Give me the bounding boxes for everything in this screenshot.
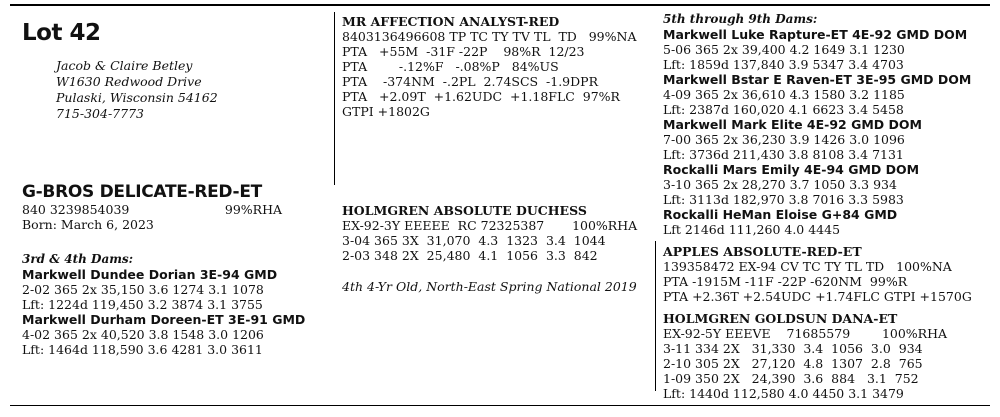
dam-7-lifetime: Lft: 3736d 211,430 3.8 8108 3.4 7131	[663, 147, 904, 162]
dam-line: 3-04 365 3X 31,070 4.3 1323 3.4 1044	[342, 233, 606, 248]
dam-name: HOLMGREN ABSOLUTE DUCHESS	[342, 203, 587, 218]
animal-name: G-BROS DELICATE-RED-ET	[22, 182, 262, 202]
mgs-name: APPLES ABSOLUTE-RED-ET	[663, 244, 862, 259]
dam-5-lifetime: Lft: 1859d 137,840 3.9 5347 3.4 4703	[663, 57, 904, 72]
sire-line: PTA +2.09T +1.62UDC +1.18FLC 97%R	[342, 89, 620, 104]
mgs-line: 139358472 EX-94 CV TC TY TL TD 100%NA	[663, 259, 952, 274]
mgd-line: 1-09 350 2X 24,390 3.6 884 3.1 752	[663, 371, 919, 386]
consignor-name: Jacob & Claire Betley	[56, 58, 193, 73]
animal-reg-number: 840 3239854039	[22, 202, 130, 217]
consignor-column	[22, 20, 322, 357]
sire-column	[342, 14, 652, 119]
dam-6-record: 4-09 365 2x 36,610 4.3 1580 3.2 1185	[663, 87, 905, 102]
dam-3-lifetime: Lft: 1224d 119,450 3.2 3874 3.1 3755	[22, 297, 263, 312]
dams-5-9-heading: 5th through 9th Dams:	[663, 12, 818, 26]
consignor-phone: 715-304-7773	[56, 106, 144, 121]
sire-line: 8403136496608 TP TC TY TV TL TD 99%NA	[342, 29, 637, 44]
dam-line: 2-03 348 2X 25,480 4.1 1056 3.3 842	[342, 248, 598, 263]
dam-8-name: Rockalli Mars Emily 4E-94 GMD DOM	[663, 162, 920, 177]
mgd-section	[663, 311, 993, 401]
dams-5-9-section	[663, 12, 993, 237]
top-rule	[10, 4, 990, 6]
sire-line: GTPI +1802G	[342, 104, 430, 119]
dam-9-lifetime: Lft 2146d 111,260 4.0 4445	[663, 222, 841, 237]
sire-line: PTA +55M -31F -22P 98%R 12/23	[342, 44, 585, 59]
dam-3-record: 2-02 365 2x 35,150 3.6 1274 3.1 1078	[22, 282, 264, 297]
dam-9-name: Rockalli HeMan Eloise G+84 GMD	[663, 207, 898, 222]
dams-3-4-section	[22, 252, 322, 357]
sire-name: MR AFFECTION ANALYST-RED	[342, 14, 560, 29]
mgd-line: Lft: 1440d 112,580 4.0 4450 3.1 3479	[663, 386, 904, 401]
dam-line: EX-92-3Y EEEEE RC 72325387 100%RHA	[342, 218, 638, 233]
dam-8-lifetime: Lft: 3113d 182,970 3.8 7016 3.3 5983	[663, 192, 904, 207]
divider-sire	[334, 12, 335, 185]
bottom-rule	[10, 405, 990, 406]
dam-6-name: Markwell Bstar E Raven-ET 3E-95 GMD DOM	[663, 72, 972, 87]
dam-8-record: 3-10 365 2x 28,270 3.7 1050 3.3 934	[663, 177, 897, 192]
consignor-city: Pulaski, Wisconsin 54162	[56, 90, 218, 105]
dams-3-4-heading: 3rd & 4th Dams:	[22, 252, 134, 266]
dam-7-name: Markwell Mark Elite 4E-92 GMD DOM	[663, 117, 922, 132]
mgd-line: EX-92-5Y EEEVE 71685579 100%RHA	[663, 326, 948, 341]
mgd-line: 3-11 334 2X 31,330 3.4 1056 3.0 934	[663, 341, 923, 356]
dam-note: 4th 4-Yr Old, North-East Spring National 2019	[342, 279, 637, 294]
dam-6-lifetime: Lft: 2387d 160,020 4.1 6623 3.4 5458	[663, 102, 904, 117]
dam-4-name: Markwell Durham Doreen-ET 3E-91 GMD	[22, 312, 306, 327]
consignor-street: W1630 Redwood Drive	[56, 74, 202, 89]
mgs-line: PTA +2.36T +2.54UDC +1.74FLC GTPI +1570G	[663, 289, 972, 304]
dam-4-lifetime: Lft: 1464d 118,590 3.6 4281 3.0 3611	[22, 342, 263, 357]
dam-column	[342, 203, 652, 294]
divider-mgs	[655, 241, 656, 391]
dam-3-name: Markwell Dundee Dorian 3E-94 GMD	[22, 267, 278, 282]
sire-line: PTA -.12%F -.08%P 84%US	[342, 59, 559, 74]
animal-registration	[22, 202, 282, 217]
dam-7-record: 7-00 365 2x 36,230 3.9 1426 3.0 1096	[663, 132, 905, 147]
mgd-line: 2-10 305 2X 27,120 4.8 1307 2.8 765	[663, 356, 923, 371]
dam-4-record: 4-02 365 2x 40,520 3.8 1548 3.0 1206	[22, 327, 264, 342]
consignor-address	[56, 58, 322, 122]
dam-5-record: 5-06 365 2x 39,400 4.2 1649 3.1 1230	[663, 42, 905, 57]
animal-born: Born: March 6, 2023	[22, 217, 154, 232]
sire-line: PTA -374NM -.2PL 2.74SCS -1.9DPR	[342, 74, 598, 89]
mgs-line: PTA -1915M -11F -22P -620NM 99%R	[663, 274, 908, 289]
mgd-name: HOLMGREN GOLDSUN DANA-ET	[663, 311, 898, 326]
dam-5-name: Markwell Luke Rapture-ET 4E-92 GMD DOM	[663, 27, 968, 42]
lot-number: Lot 42	[22, 20, 101, 46]
mgs-section	[663, 244, 993, 304]
animal-rha: 99%RHA	[224, 202, 282, 217]
